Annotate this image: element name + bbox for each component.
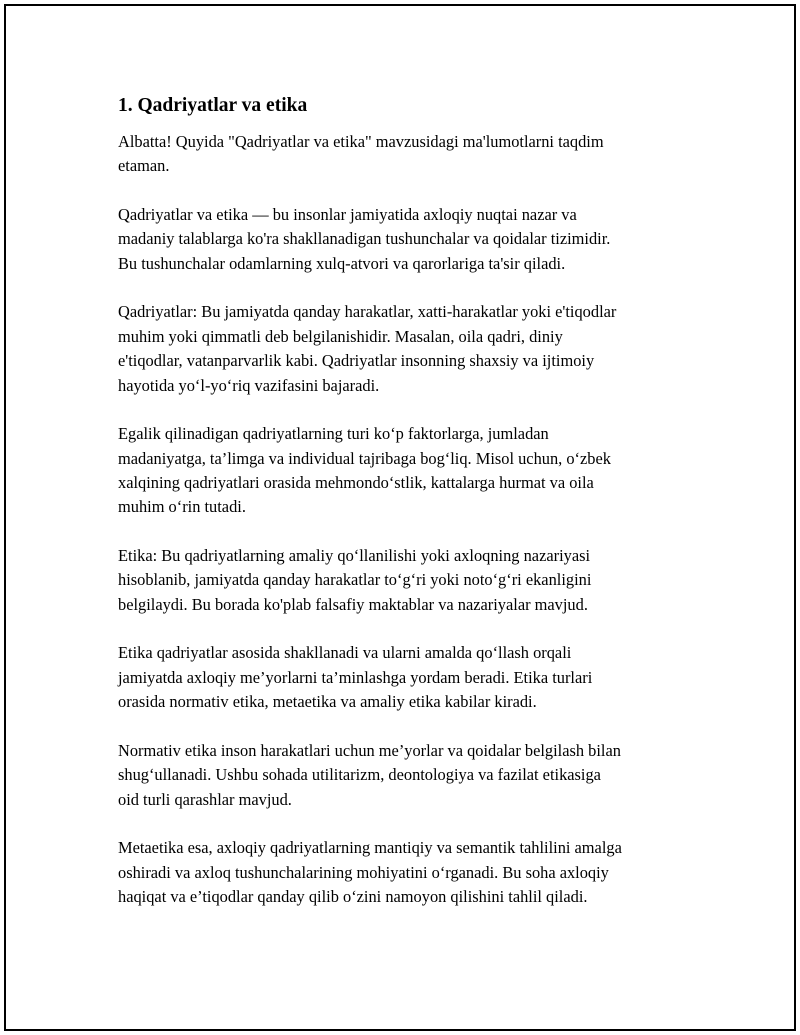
- paragraph-line: orasida normativ etika, metaetika va amaliy etika kabilar kiradi.: [118, 692, 537, 712]
- paragraph-line: oid turli qarashlar mavjud.: [118, 789, 292, 809]
- paragraph-line: Qadriyatlar va etika — bu insonlar jamiyatida axloqiy nuqtai nazar va: [118, 205, 577, 224]
- paragraph-list: [118, 130, 698, 909]
- paragraph-line: e'tiqodlar, vatanparvarlik kabi. Qadriyatlar insonning shaxsiy va ijtimoiy: [118, 351, 595, 371]
- paragraph-line: Albatta! Quyida "Qadriyatlar va etika" mavzusidagi ma'lumotlarni taqdim: [118, 132, 604, 151]
- paragraph-line: Etika: Bu qadriyatlarning amaliy qo‘llanilishi yoki axloqning nazariyasi: [118, 546, 591, 566]
- paragraph-line: haqiqat va e’tiqodlar qanday qilib o‘zini namoyon qilishini tahlil qiladi.: [118, 887, 588, 907]
- paragraph: [118, 422, 698, 520]
- paragraph: [118, 739, 698, 812]
- paragraph: [118, 300, 698, 398]
- document-title: 1. Qadriyatlar va etika: [118, 95, 308, 116]
- paragraph-line: Metaetika esa, axloqiy qadriyatlarning mantiqiy va semantik tahlilini amalga: [118, 838, 622, 858]
- paragraph: [118, 544, 698, 617]
- paragraph-line: jamiyatda axloqiy me’yorlarni ta’minlashga yordam beradi. Etika turlari: [118, 667, 593, 687]
- document-body: [118, 92, 698, 934]
- paragraph-line: xalqining qadriyatlari orasida mehmondo‘stlik, kattalarga hurmat va oila: [118, 473, 594, 493]
- paragraph: [118, 130, 698, 179]
- paragraph-line: shug‘ullanadi. Ushbu sohada utilitarizm, deontologiya va fazilat etikasiga: [118, 765, 601, 785]
- paragraph-line: etaman.: [118, 156, 170, 176]
- paragraph-line: muhim yoki qimmatli deb belgilanishidir. Masalan, oila qadri, diniy: [118, 326, 563, 346]
- paragraph-line: Qadriyatlar: Bu jamiyatda qanday harakatlar, xatti-harakatlar yoki e'tiqodlar: [118, 302, 617, 322]
- paragraph-line: Normativ etika inson harakatlari uchun me’yorlar va qoidalar belgilash bilan: [118, 740, 621, 760]
- paragraph-line: muhim o‘rin tutadi.: [118, 497, 246, 517]
- paragraph-line: madaniyatga, ta’limga va individual tajribaga bog‘liq. Misol uchun, o‘zbek: [118, 448, 611, 468]
- paragraph: [118, 641, 698, 714]
- paragraph-line: oshiradi va axloq tushunchalarining mohiyatini o‘rganadi. Bu soha axloqiy: [118, 862, 609, 882]
- paragraph-line: Etika qadriyatlar asosida shakllanadi va ularni amalda qo‘llash orqali: [118, 643, 572, 663]
- paragraph: [118, 836, 698, 909]
- paragraph: [118, 203, 698, 276]
- paragraph-line: madaniy talablarga ko'ra shakllanadigan tushunchalar va qoidalar tizimidir.: [118, 229, 611, 249]
- paragraph-line: Egalik qilinadigan qadriyatlarning turi ko‘p faktorlarga, jumladan: [118, 424, 549, 444]
- paragraph-line: Bu tushunchalar odamlarning xulq-atvori va qarorlariga ta'sir qiladi.: [118, 253, 566, 273]
- paragraph-line: belgilaydi. Bu borada ko'plab falsafiy maktablar va nazariyalar mavjud.: [118, 594, 588, 614]
- paragraph-line: hisoblanib, jamiyatda qanday harakatlar to‘g‘ri yoki noto‘g‘ri ekanligini: [118, 570, 592, 590]
- paragraph-line: hayotida yo‘l-yo‘riq vazifasini bajaradi.: [118, 375, 380, 395]
